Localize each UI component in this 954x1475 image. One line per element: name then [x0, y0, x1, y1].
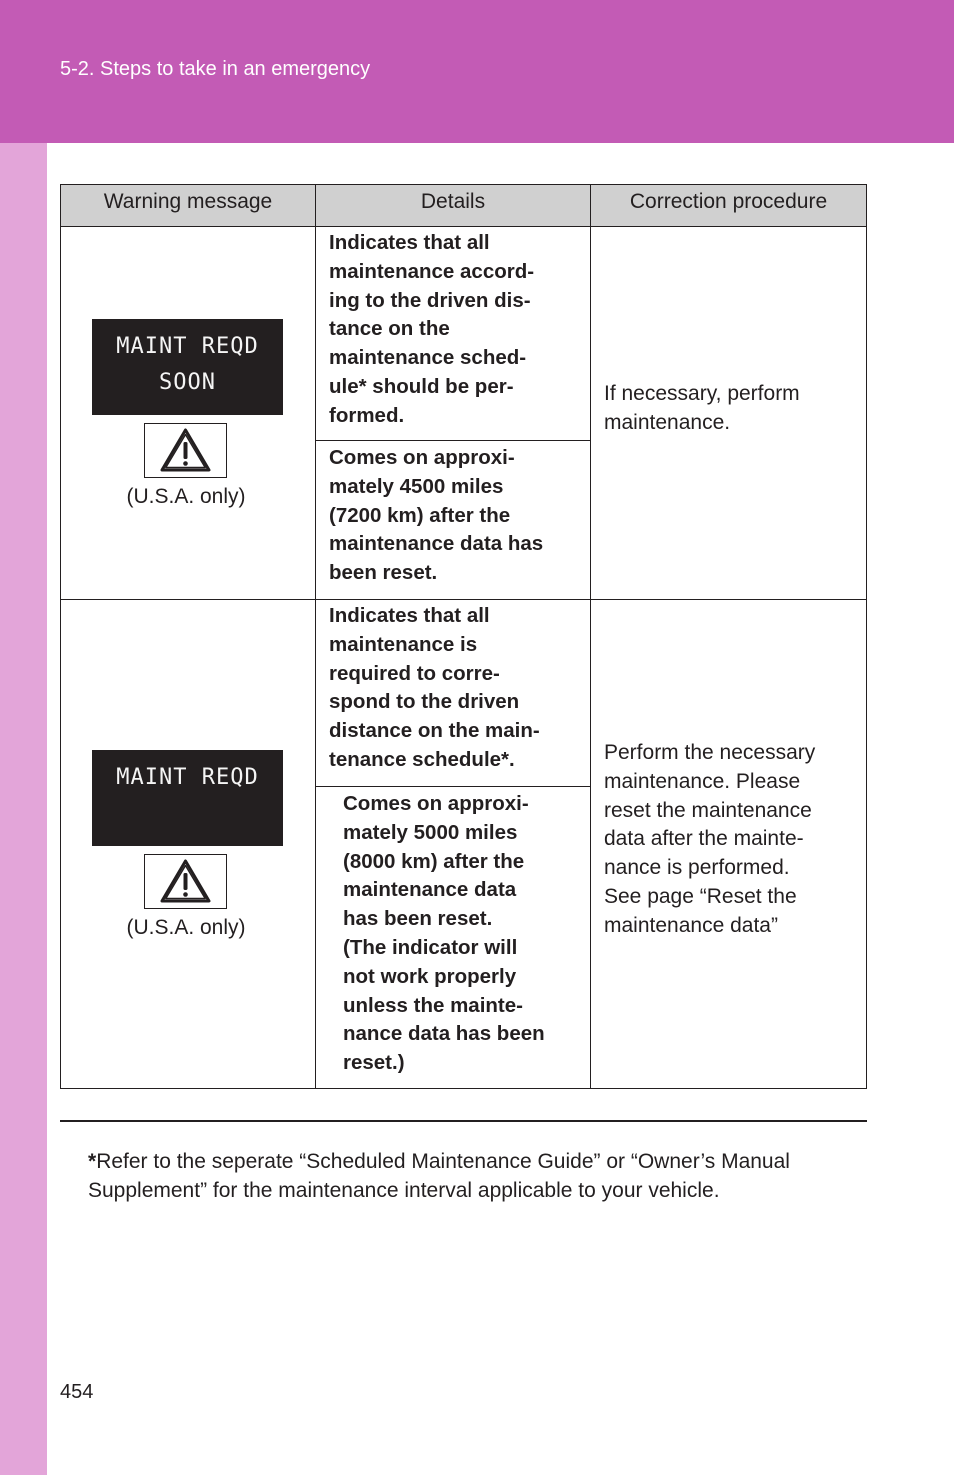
footnote-line: Supplement” for the maintenance interval applicable to your vehicle.: [88, 1179, 720, 1202]
table-row-divider: [60, 599, 867, 600]
table-header-divider: [60, 226, 867, 227]
details-text-row2-b: Comes on approxi- mately 5000 miles (8000 km) after the maintenance data has been reset. (The indicator will not work properly unless the mainte- nance data has been reset.): [343, 792, 545, 1075]
display-line: SOON: [159, 370, 216, 395]
section-title: 5-2. Steps to take in an emergency: [60, 58, 371, 80]
display-line: MAINT REQD: [116, 765, 259, 790]
table-border-top: [60, 184, 867, 185]
details-divider-row1: [315, 440, 591, 441]
table-border-left: [60, 184, 61, 1089]
column-header-warning-message: Warning message: [61, 185, 315, 226]
footnote-line: Refer to the seperate “Scheduled Maintenance Guide” or “Owner’s Manual: [96, 1150, 790, 1173]
region-note: (U.S.A. only): [126, 916, 246, 939]
details-divider-row2: [315, 786, 591, 787]
maint-reqd-display: [92, 750, 283, 846]
correction-text-row1: If necessary, perform maintenance.: [604, 382, 800, 434]
column-header-details: Details: [316, 185, 590, 226]
footnote-star: *: [88, 1150, 97, 1173]
side-tab-band: [0, 143, 47, 1475]
details-text-row2-a: Indicates that all maintenance is required to corre- spond to the driven distance on the main- tenance schedule*.: [329, 604, 540, 771]
footnote: [88, 1147, 878, 1205]
table-border-right: [866, 184, 867, 1089]
warning-triangle-icon: [144, 854, 227, 909]
maint-reqd-soon-display: [92, 319, 283, 415]
footnote-separator: [60, 1120, 867, 1122]
page-number: 454: [60, 1381, 94, 1403]
correction-text-row2: Perform the necessary maintenance. Please reset the maintenance data after the mainte- nance is performed. See page “Reset the maintenance data”: [604, 741, 816, 937]
table-column-divider-1: [315, 184, 316, 1089]
table-column-divider-2: [590, 184, 591, 1089]
details-text-row1-a: Indicates that all maintenance accord- ing to the driven dis- tance on the maintenance sched- ule* should be per- formed.: [329, 231, 535, 427]
details-text-row1-b: Comes on approxi- mately 4500 miles (7200 km) after the maintenance data has been reset.: [329, 446, 544, 585]
display-line: MAINT REQD: [116, 334, 259, 359]
warning-triangle-icon: [144, 423, 227, 478]
column-header-correction-procedure: Correction procedure: [591, 185, 866, 226]
region-note: (U.S.A. only): [126, 485, 246, 508]
table-border-bottom: [60, 1088, 867, 1089]
